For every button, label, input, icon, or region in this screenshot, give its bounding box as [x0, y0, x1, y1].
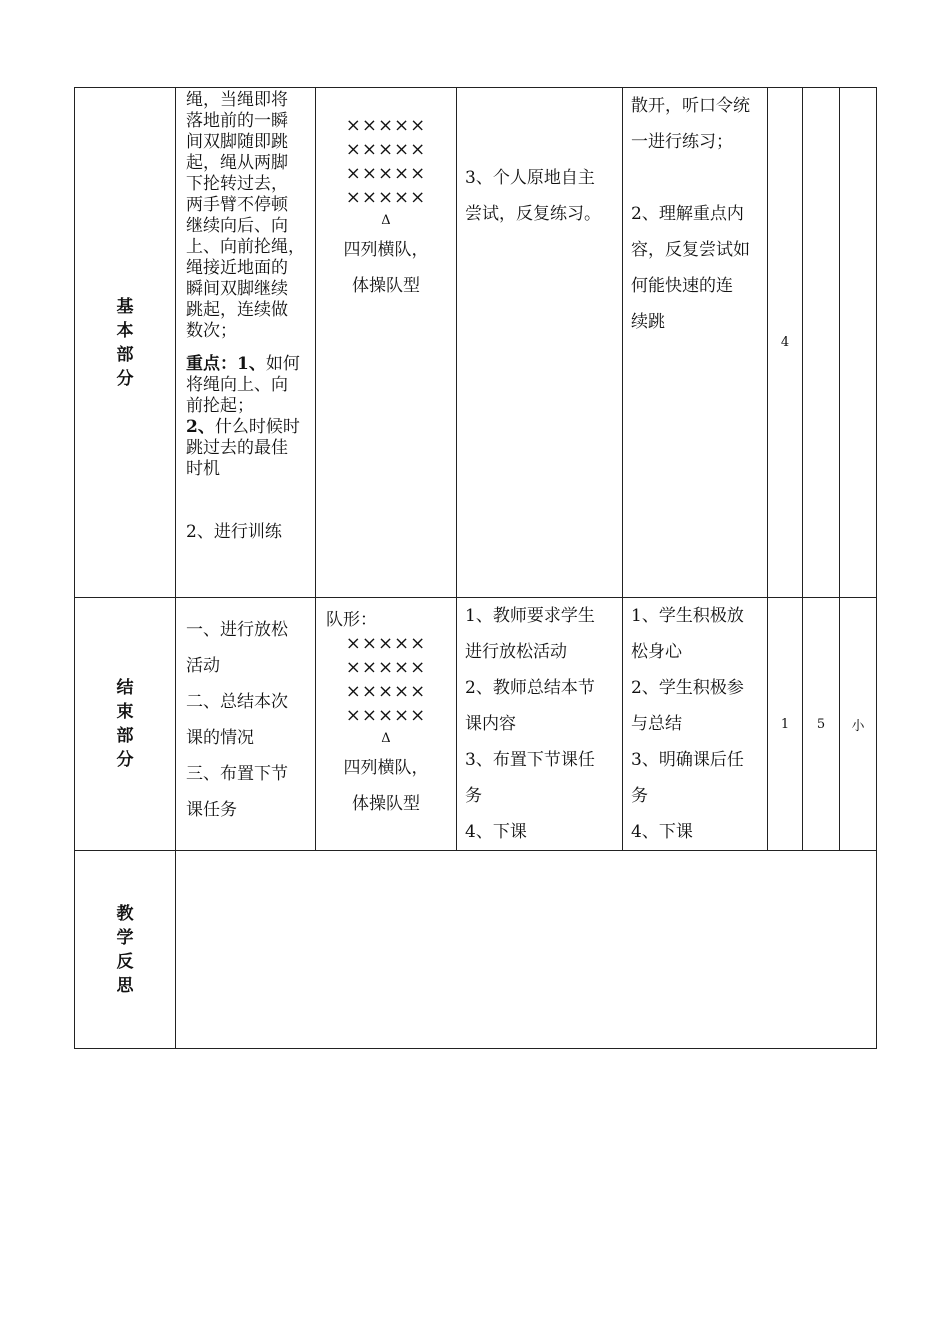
content-line: 绳，当绳即将	[186, 90, 288, 110]
activity-line: 2、理解重点内	[631, 204, 744, 224]
activity-line: 与总结	[631, 714, 682, 734]
content-line: 活动	[186, 656, 220, 676]
training-line: 2、进行训练	[186, 522, 282, 542]
activity-line: 一进行练习；	[631, 132, 733, 152]
basic-teacher-activity-cell	[457, 88, 623, 598]
activity-line: 松身心	[631, 642, 682, 662]
activity-line: 散开，听口令统	[631, 96, 750, 116]
content-line: 瞬间双脚继续	[186, 279, 288, 299]
key-points-text: 如何	[265, 354, 300, 374]
label-char: 分	[116, 368, 134, 389]
label-char: 基	[116, 296, 134, 317]
formation-row: ×××××	[345, 705, 427, 726]
formation-row: ×××××	[345, 115, 427, 136]
ending-student-activity-cell	[623, 598, 768, 851]
activity-line: 2、学生积极参	[631, 678, 744, 698]
label-char: 结	[116, 678, 134, 698]
key-points-text: 什么时候时	[214, 417, 300, 437]
ending-section-row	[75, 598, 877, 851]
basic-formation-cell	[316, 88, 457, 598]
key-point-2-label: 2、	[186, 417, 215, 437]
content-line: 三、布置下节	[186, 764, 288, 784]
basic-section-label	[75, 88, 176, 598]
reflection-row	[75, 851, 877, 1049]
content-line: 绳接近地面的	[186, 258, 288, 278]
label-char: 思	[116, 975, 134, 996]
activity-line: 务	[631, 786, 648, 806]
activity-line: 1、学生积极放	[631, 606, 744, 626]
content-line: 间双脚随即跳	[186, 132, 288, 152]
content-line: 跳过去的最佳	[186, 438, 288, 458]
content-line: 两手臂不停顿	[186, 195, 288, 215]
content-line: 课的情况	[186, 728, 254, 748]
content-line: 起，绳从两脚	[186, 153, 288, 173]
formation-caption: 体操队型	[352, 276, 420, 296]
activity-line: 尝试，反复练习。	[465, 204, 601, 224]
content-line: 课任务	[186, 800, 237, 820]
formation-label: 队形：	[326, 610, 377, 630]
reflection-content-cell[interactable]	[176, 851, 877, 1049]
key-points-line	[186, 354, 307, 375]
label-char: 反	[116, 951, 134, 972]
content-line: 继续向后、向	[186, 216, 288, 236]
content-line: 将绳向上、向	[186, 375, 288, 395]
activity-line: 何能快速的连	[631, 276, 733, 296]
basic-count-cell: 4	[768, 88, 803, 598]
formation-caption: 四列横队，	[343, 758, 429, 778]
activity-line: 务	[465, 786, 482, 806]
content-line: 落地前的一瞬	[186, 111, 288, 131]
ending-time-cell: 5	[803, 598, 840, 851]
teacher-position-icon: Δ	[381, 213, 391, 228]
formation-row: ×××××	[345, 657, 427, 678]
activity-line: 进行放松活动	[465, 642, 567, 662]
activity-line: 4、下课	[631, 822, 693, 842]
content-line: 一、进行放松	[186, 620, 288, 640]
content-line: 前抡起；	[186, 396, 254, 416]
ending-section-label	[75, 598, 176, 851]
basic-content-cell	[176, 88, 316, 598]
label-char: 分	[116, 750, 134, 770]
basic-time-cell	[803, 88, 840, 598]
label-char: 部	[116, 726, 134, 746]
ending-count-cell: 1	[768, 598, 803, 851]
key-point-2-line	[186, 417, 307, 438]
ending-intensity-cell: 小	[840, 598, 877, 851]
content-line: 下抡转过去，	[186, 174, 288, 194]
content-line: 二、总结本次	[186, 692, 288, 712]
reflection-label	[75, 851, 176, 1049]
formation-row: ×××××	[345, 187, 427, 208]
activity-line: 2、教师总结本节	[465, 678, 595, 698]
formation-row: ×××××	[345, 681, 427, 702]
basic-intensity-cell	[840, 88, 877, 598]
content-line: 时机	[186, 459, 220, 479]
activity-line: 3、个人原地自主	[465, 168, 595, 188]
activity-line: 4、下课	[465, 822, 527, 842]
label-char: 束	[116, 702, 134, 722]
formation-row: ×××××	[345, 163, 427, 184]
basic-section-row	[75, 88, 877, 598]
activity-line: 3、明确课后任	[631, 750, 744, 770]
formation-caption: 体操队型	[352, 794, 420, 814]
activity-line: 1、教师要求学生	[465, 606, 595, 626]
label-char: 学	[116, 927, 134, 948]
ending-teacher-activity-cell	[457, 598, 623, 851]
formation-caption: 四列横队，	[343, 240, 429, 260]
ending-content-cell	[176, 598, 316, 851]
content-line: 上、向前抡绳，	[186, 237, 305, 257]
teacher-position-icon: Δ	[381, 731, 391, 746]
activity-line: 续跳	[631, 312, 665, 332]
label-char: 本	[116, 320, 134, 341]
label-char: 教	[116, 903, 134, 924]
activity-line: 3、布置下节课任	[465, 750, 595, 770]
key-points-label: 重点：1、	[186, 354, 266, 374]
formation-row: ×××××	[345, 633, 427, 654]
lesson-plan-table	[74, 87, 877, 1049]
label-char: 部	[116, 344, 134, 365]
formation-row: ×××××	[345, 139, 427, 160]
activity-line: 课内容	[465, 714, 516, 734]
ending-formation-cell	[316, 598, 457, 851]
basic-student-activity-cell	[623, 88, 768, 598]
content-line: 数次；	[186, 321, 237, 341]
activity-line: 容，反复尝试如	[631, 240, 750, 260]
content-line: 跳起，连续做	[186, 300, 288, 320]
